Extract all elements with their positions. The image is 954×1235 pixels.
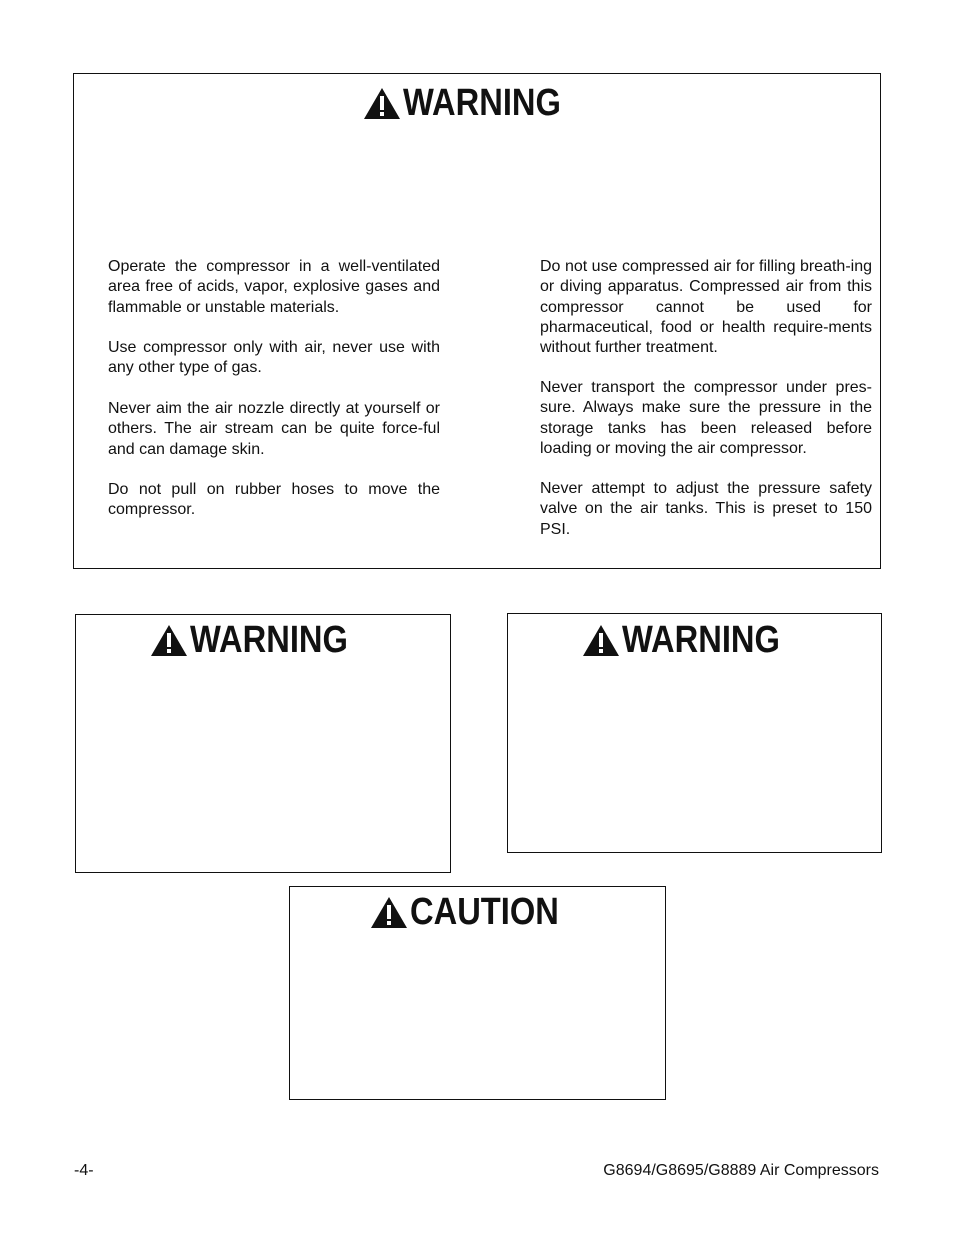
warning-heading bbox=[74, 621, 450, 659]
right-column-paragraph: Never transport the compressor under pres-sure. Always make sure the pressure in the storage tanks has been released before loading or moving the air compressor. bbox=[540, 379, 872, 457]
warning-heading bbox=[70, 84, 880, 122]
warning-heading-text: WARNING bbox=[190, 619, 349, 661]
caution-heading bbox=[288, 893, 665, 931]
warning-triangle-icon bbox=[370, 896, 408, 929]
document-title: G8694/G8695/G8889 Air Compressors bbox=[603, 1162, 879, 1179]
warning-triangle-icon bbox=[150, 624, 188, 657]
left-column-paragraph: Operate the compressor in a well-ventilated area free of acids, vapor, explosive gases and flammable or unstable materials. bbox=[108, 258, 440, 316]
left-column-paragraph: Use compressor only with air, never use with any other type of gas. bbox=[108, 339, 440, 377]
warning-heading-text: WARNING bbox=[403, 82, 562, 124]
caution-box bbox=[289, 886, 666, 1100]
warning-heading bbox=[506, 621, 881, 659]
page-number: -4- bbox=[74, 1162, 94, 1179]
right-column-paragraph: Do not use compressed air for filling breath-ing or diving apparatus. Compressed air from this compressor cannot be used for pharmaceutical, food or health require-ments without further treatment. bbox=[540, 258, 872, 357]
left-column-paragraph: Never aim the air nozzle directly at yourself or others. The air stream can be quite force-ful and can damage skin. bbox=[108, 400, 440, 458]
warning-heading-text: WARNING bbox=[621, 619, 780, 661]
left-column-paragraph: Do not pull on rubber hoses to move the compressor. bbox=[108, 481, 440, 519]
caution-heading-text: CAUTION bbox=[409, 891, 559, 933]
main-warning-box bbox=[73, 73, 881, 569]
left-warning-box bbox=[75, 614, 451, 873]
warning-triangle-icon bbox=[582, 624, 620, 657]
right-column-paragraph: Never attempt to adjust the pressure safety valve on the air tanks. This is preset to 150 PSI. bbox=[540, 480, 872, 538]
warning-triangle-icon bbox=[363, 87, 401, 120]
right-warning-box bbox=[507, 613, 882, 853]
